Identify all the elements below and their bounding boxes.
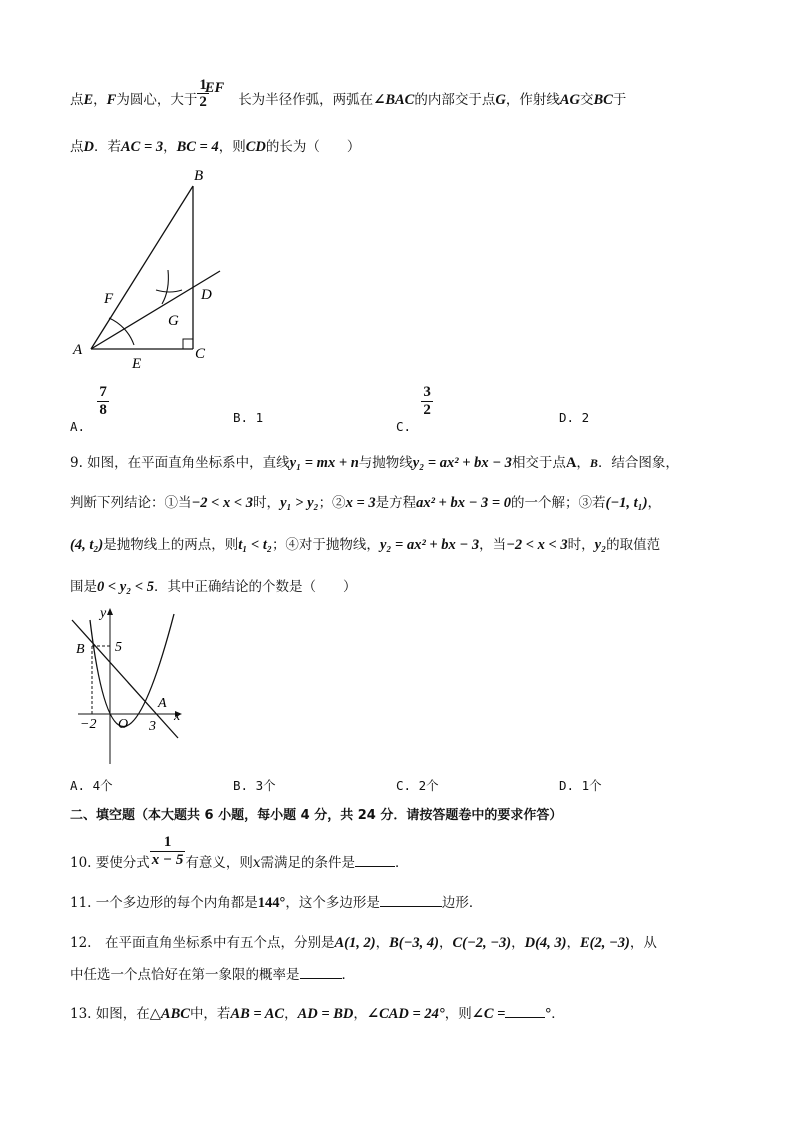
q9-line2: 判断下列结论：①当−2 < x < 3时，y₁ > y₂；②x = 3是方程ax² + bx − 3 = 0的一个解；③若(−1, t₁)，	[70, 495, 662, 511]
q10-answer-blank[interactable]	[355, 866, 395, 867]
right-angle-mark	[183, 339, 193, 349]
label-neg2: −2	[80, 717, 97, 732]
arc-ef	[109, 318, 134, 345]
q8-triangle-figure	[70, 162, 230, 374]
q9-option-a: A. 4个	[70, 778, 113, 793]
label-e: E	[132, 356, 142, 372]
label-b: B	[76, 642, 85, 657]
arc-g-1	[162, 270, 168, 304]
label-y: y	[100, 606, 107, 621]
label-b: B	[194, 168, 204, 184]
q8-line1: 点E，F为圆心，大于 $\frac{1}{2}$ EF长为半径作弧，两弧在∠BAC的内部交于点G，作射线AG交BC于	[70, 76, 627, 110]
label-o: O	[118, 717, 129, 732]
q13: 13. 如图，在△ABC中，若AB = AC，AD = BD，∠CAD = 24°，则∠C = °．	[70, 1006, 565, 1022]
q8-half-fraction: $\frac{1}{2}$	[199, 76, 207, 110]
q9-option-d: D. 1个	[559, 778, 602, 793]
label-3: 3	[149, 719, 156, 734]
q8-angle-bac: ∠BAC	[373, 92, 415, 108]
q12-line1: 12. 在平面直角坐标系中有五个点，分别是A(1, 2)，B(−3, 4)，C(−2, −3)，D(4, 3)，E(2, −3)，从	[70, 935, 657, 951]
q10-fraction: $\frac{1}{x - 5}$	[151, 834, 184, 868]
q9-line3: (4, t₂)是抛物线上的两点，则t₁ < t₂；④对于抛物线，y₂ = ax² + bx − 3，当−2 < x < 3时，y₂的取值范	[70, 537, 661, 553]
q11-answer-blank[interactable]	[380, 906, 442, 907]
label-f: F	[104, 291, 114, 307]
q8-F: F	[106, 92, 117, 108]
q13-answer-blank[interactable]	[505, 1017, 545, 1018]
q10: 10. 要使分式 $\frac{1}{x - 5}$ 有意义，则x需满足的条件是 ．	[70, 834, 409, 871]
q9-graph-figure	[70, 604, 190, 770]
label-a: A	[73, 342, 83, 358]
q9-option-c: C. 2个	[396, 778, 439, 793]
q9-line4: 围是0 < y₂ < 5．其中正确结论的个数是（ ）	[70, 579, 357, 595]
q8-line2: 点D．若AC = 3，BC = 4，则CD的长为（ ）	[70, 139, 361, 155]
q8-option-b: B. 1	[233, 410, 264, 425]
label-d: D	[201, 287, 212, 303]
q8-option-a: A. $\frac{7}{8}$	[70, 384, 107, 434]
ray-ag	[91, 271, 220, 349]
label-c: C	[195, 346, 206, 362]
y-axis-arrow	[107, 608, 113, 615]
q12-answer-blank[interactable]	[300, 978, 342, 979]
q9-option-b: B. 3个	[233, 778, 276, 793]
q9-line1: 9. 如图，在平面直角坐标系中，直线y₁ = mx + n与抛物线y₂ = ax² + bx − 3相交于点A，B．结合图象，	[70, 455, 679, 471]
q8-E: E	[83, 92, 94, 108]
q12-line2: 中任选一个点恰好在第一象限的概率是 ．	[70, 967, 355, 983]
q8-option-c: C. $\frac{3}{2}$	[396, 384, 431, 434]
label-x: x	[174, 709, 181, 724]
q8-option-d: D. 2	[559, 410, 590, 425]
section-2-title: 二、填空题（本大题共 6 小题，每小题 4 分，共 24 分．请按答题卷中的要求作答）	[70, 808, 563, 823]
label-5: 5	[115, 640, 122, 655]
arc-g-2	[156, 290, 182, 292]
label-a: A	[158, 696, 167, 711]
label-g: G	[168, 313, 179, 329]
q11: 11. 一个多边形的每个内角都是144°，这个多边形是 边形．	[70, 895, 483, 911]
